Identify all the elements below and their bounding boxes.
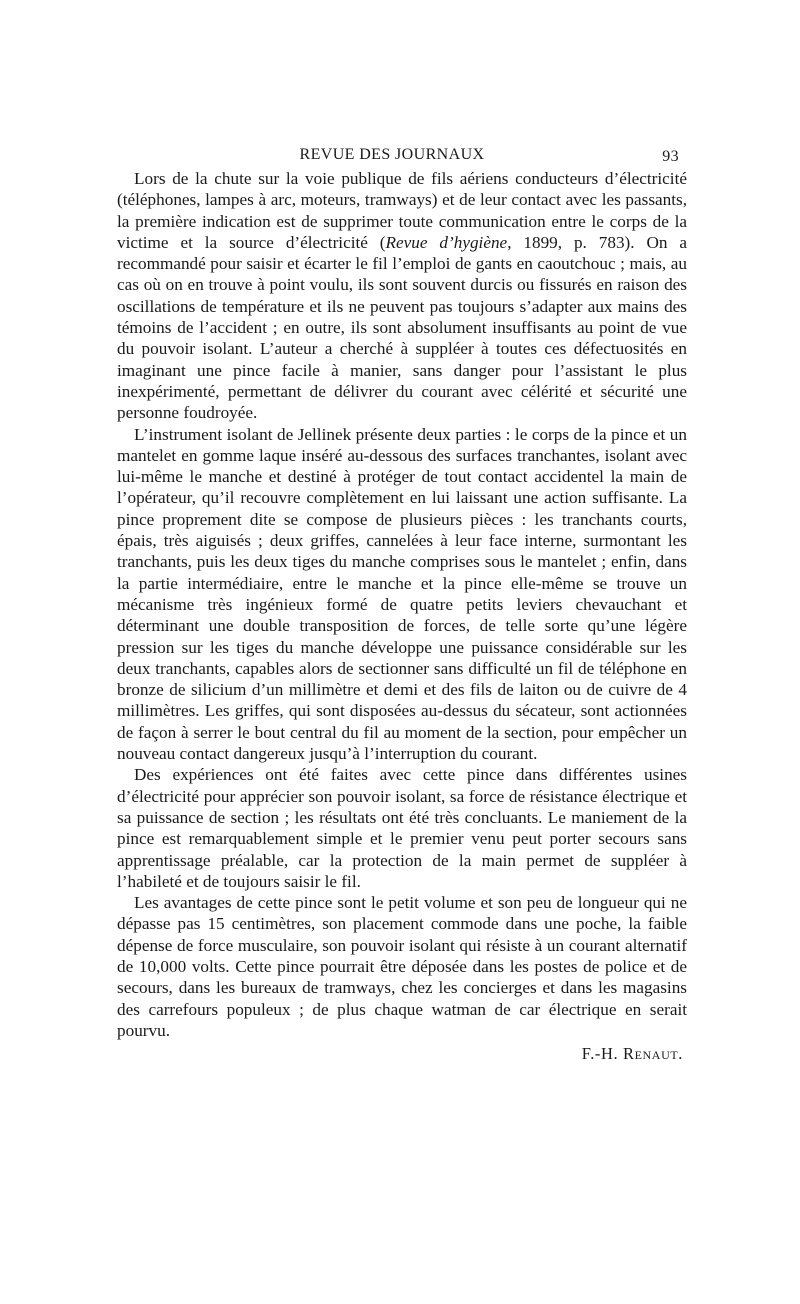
paragraph-3-text: Des expériences ont été faites avec cette pince dans différentes usines d’électricité pour apprécier son pouvoir isolant, sa force de résistance électrique et sa puissance de section ; les résultats ont été très concluants. Le maniement de la pince est remarquablement simple et le premier venu peut porter secours sans apprentissage préalable, car la protection de la main permet de suppléer à l’habileté et de toujours saisir le fil. bbox=[117, 765, 687, 891]
paragraph-4-text: Les avantages de cette pince sont le petit volume et son peu de longueur qui ne dépasse pas 15 centimètres, son placement commode dans une poche, la faible dépense de force musculaire, son pouvoir isolant qui résiste à un courant alternatif de 10,000 volts. Cette pince pourrait être déposée dans les postes de police et de secours, dans les bureaux de tramways, chez les concierges et dans les magasins des carrefours populeux ; de plus chaque watman de car électrique en serait pourvu. bbox=[117, 893, 687, 1040]
paragraph-1 bbox=[117, 168, 687, 424]
running-header bbox=[117, 142, 687, 168]
cited-journal-title: Revue d’hygiène bbox=[385, 232, 508, 252]
running-title: REVUE DES JOURNAUX bbox=[299, 146, 485, 163]
paragraph-2-text: L’instrument isolant de Jellinek présente deux parties : le corps de la pince et un mantelet en gomme laque inséré au-dessous des surfaces tranchantes, isolant avec lui-même le manche et destiné à protéger de tout contact accidentel la main de l’opérateur, qu’il recouvre complètement en lui laissant une action suffisante. La pince proprement dite se compose de plusieurs pièces : les tranchants courts, épais, très aiguisés ; deux griffes, cannelées à leur face interne, surmontant les tranchants, puis les deux tiges du manche comprises sous le mantelet ; enfin, dans la partie intermédiaire, entre le manche et la pince elle-même se trouve un mécanisme très ingénieux formé de quatre petits leviers chevauchant et déterminant une double transposition de forces, de telle sorte qu’une légère pression sur les tiges du manche développe une puissance considérable sur les deux tranchants, capables alors de sectionner sans difficulté un fil de téléphone en bronze de silicium d’un millimètre et demi et des fils de laiton ou de cuivre de 4 millimètres. Les griffes, qui sont disposées au-dessus du sécateur, sont actionnées de façon à serrer le bout central du fil au moment de la section, pour empêcher un nouveau contact dangereux jusqu’à l’interruption du courant. bbox=[117, 424, 687, 764]
article-body bbox=[117, 168, 687, 1041]
author-signature bbox=[117, 1044, 687, 1064]
paragraph-2 bbox=[117, 424, 687, 765]
page-number: 93 bbox=[662, 148, 679, 165]
paragraph-1-tail: , 1899, p. 783). On a recommandé pour saisir et écarter le fil l’emploi de gants en caoutchouc ; mais, au cas où on en trouve à point voulu, ils sont souvent durcis ou fissurés en raison des oscillations de température et ils ne peuvent pas toujours s’adapter aux mains des témoins de l’accident ; en outre, ils sont absolument insuffisants au point de vue du pouvoir isolant. L’auteur a cherché à suppléer à toutes ces défectuosités en imaginant une pince facile à manier, sans danger pour l’assistant le plus inexpérimenté, permettant de délivrer du courant avec célérité et sécurité une personne foudroyée. bbox=[117, 232, 688, 423]
paragraph-3 bbox=[117, 764, 687, 892]
author-initials: F.-H. bbox=[581, 1044, 619, 1064]
journal-page bbox=[117, 142, 687, 1064]
paragraph-1-lead: Lors de la chute sur la voie publique de fils aériens conducteurs d’électricité (téléphones, lampes à arc, moteurs, tramways) et de leur contact avec les passants, la première indication est de supprimer toute communication entre le corps de la victime et la source d’électricité ( bbox=[117, 169, 687, 252]
paragraph-4 bbox=[117, 892, 687, 1041]
author-surname: Renaut. bbox=[623, 1044, 683, 1064]
